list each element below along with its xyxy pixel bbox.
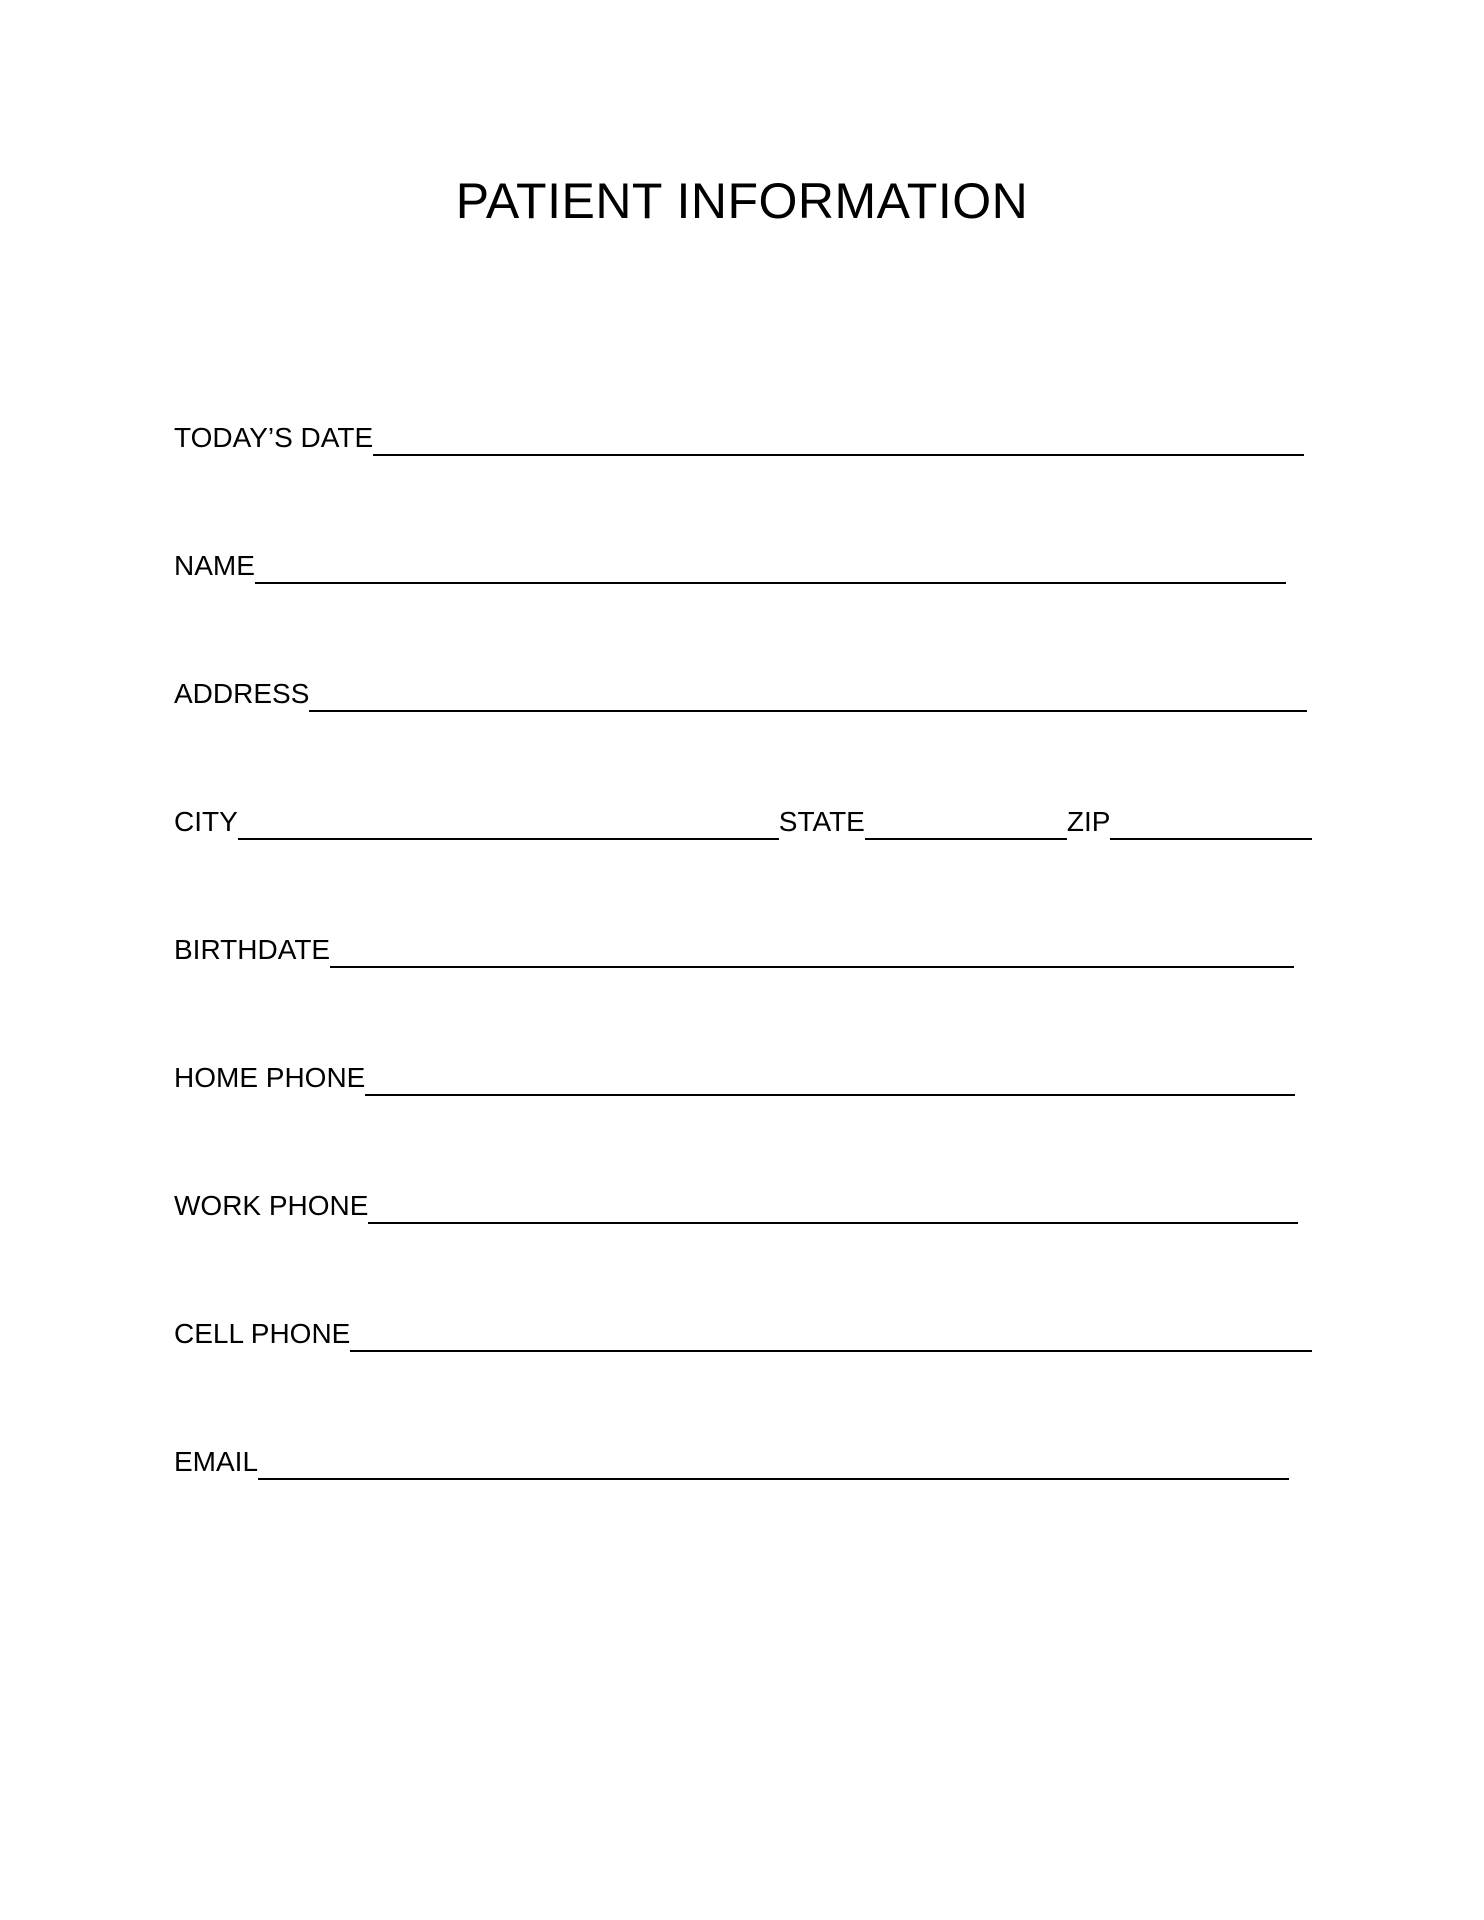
state-line[interactable] <box>865 806 1067 840</box>
field-birthdate <box>174 928 1294 968</box>
zip-label: ZIP <box>1066 806 1111 837</box>
page-title: PATIENT INFORMATION <box>455 173 1029 229</box>
work-phone-label: WORK PHONE <box>174 1190 369 1221</box>
field-home-phone <box>174 1056 1295 1096</box>
address-line[interactable] <box>309 678 1307 712</box>
birthdate-line[interactable] <box>330 934 1294 968</box>
field-email <box>174 1440 1289 1480</box>
state-label: STATE <box>778 806 865 837</box>
city-label: CITY <box>174 806 238 837</box>
email-line[interactable] <box>258 1446 1289 1480</box>
field-work-phone <box>174 1184 1298 1224</box>
zip-line[interactable] <box>1110 806 1312 840</box>
address-label: ADDRESS <box>174 678 310 709</box>
field-todays-date <box>174 416 1304 456</box>
work-phone-line[interactable] <box>368 1190 1298 1224</box>
cell-phone-line[interactable] <box>350 1318 1312 1352</box>
name-label: NAME <box>174 550 255 581</box>
field-address <box>174 672 1307 712</box>
birthdate-label: BIRTHDATE <box>174 934 331 965</box>
field-cell-phone <box>174 1312 1312 1352</box>
home-phone-label: HOME PHONE <box>174 1062 366 1093</box>
cell-phone-label: CELL PHONE <box>174 1318 351 1349</box>
name-line[interactable] <box>255 550 1286 584</box>
city-line[interactable] <box>238 806 779 840</box>
todays-date-line[interactable] <box>373 422 1304 456</box>
email-label: EMAIL <box>174 1446 259 1477</box>
field-name <box>174 544 1286 584</box>
home-phone-line[interactable] <box>365 1062 1295 1096</box>
todays-date-label: TODAY’S DATE <box>174 422 374 453</box>
field-city-state-zip <box>174 800 1312 840</box>
